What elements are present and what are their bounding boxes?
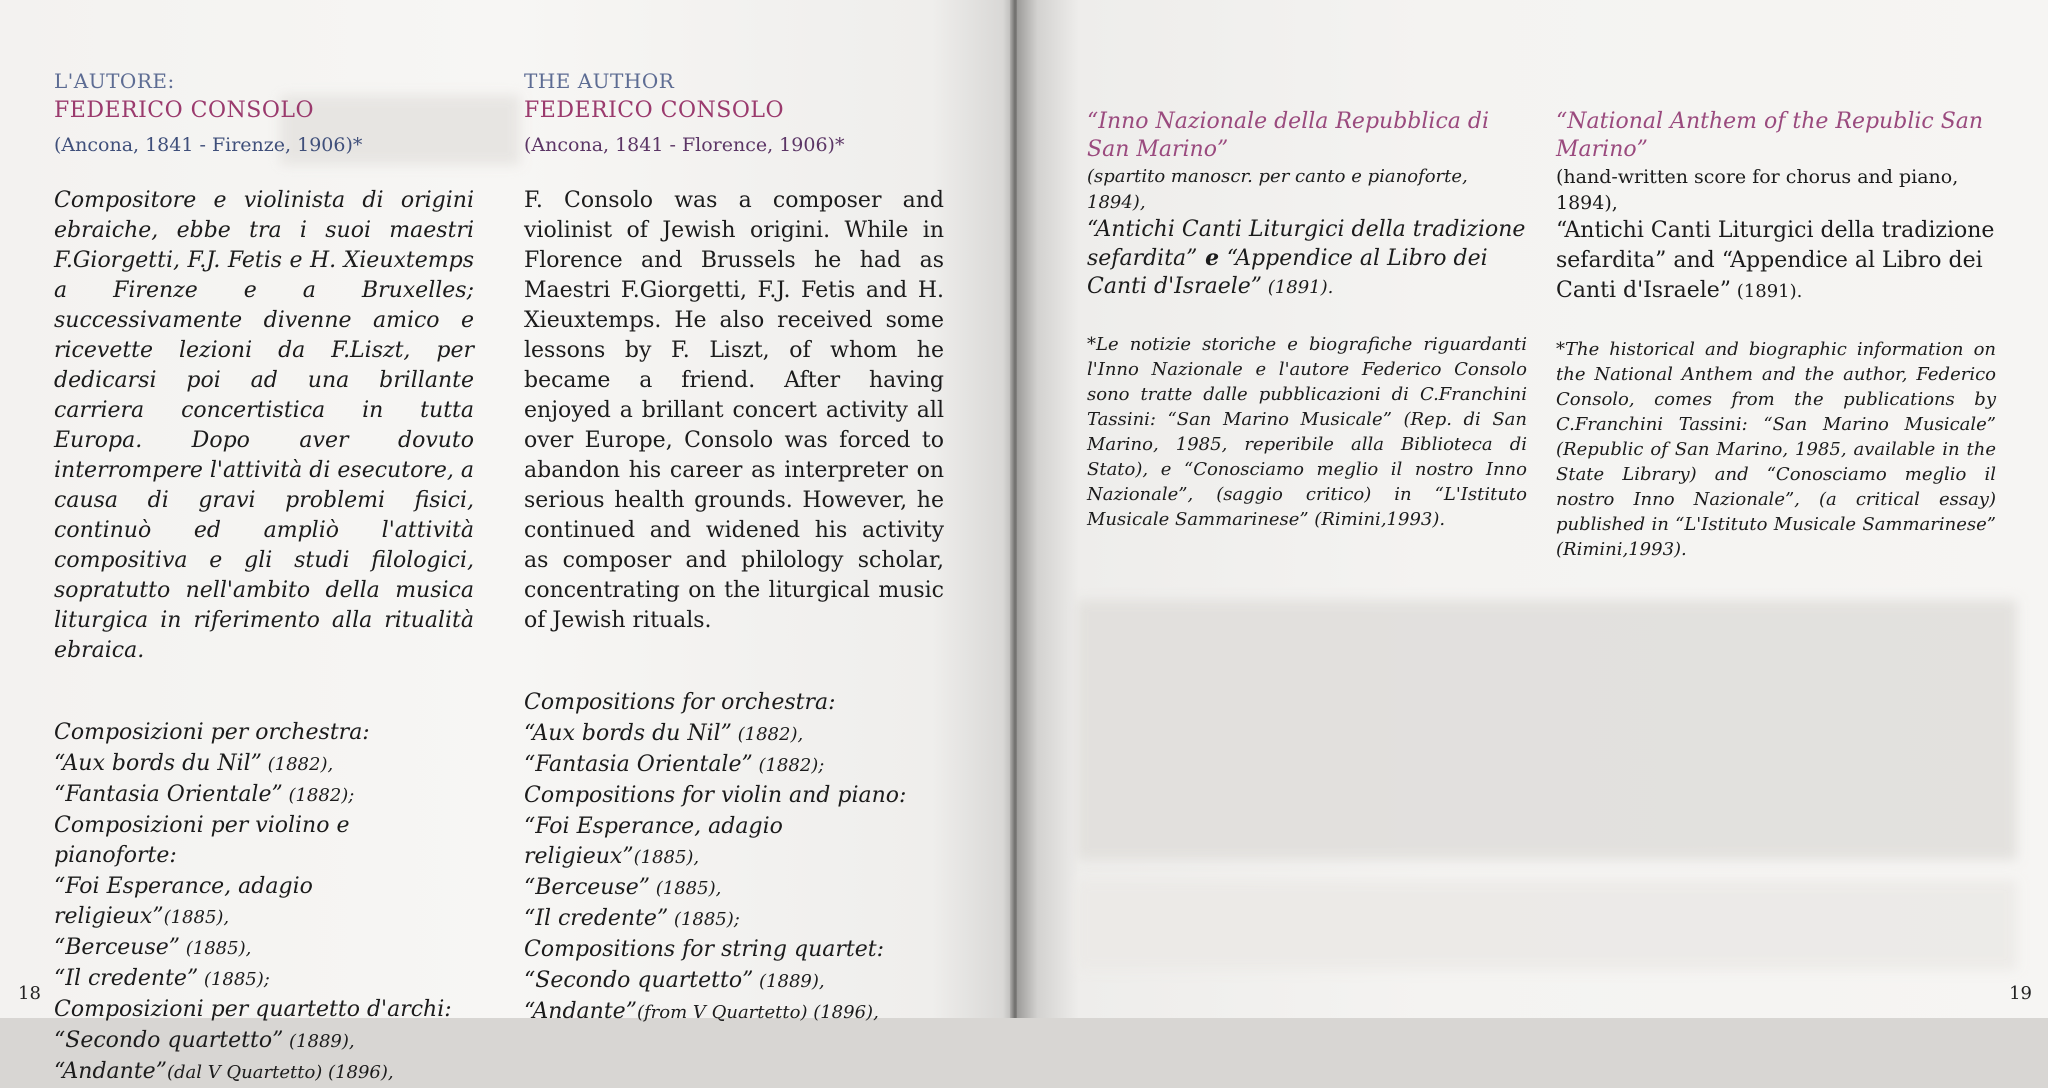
left-column-english <box>524 66 944 1028</box>
background-ghost-image <box>1077 880 2017 970</box>
works-list-item: “Andante”(dal V Quartetto) (1896), <box>54 1059 394 1084</box>
works-list-item: Composizioni per violino e pianoforte: <box>54 813 350 868</box>
anthem-title: “Inno Nazionale della Repubblica di San Marino” <box>1087 109 1489 162</box>
background-ghost-image <box>1077 600 2017 860</box>
footnote-italian: *Le notizie storiche e biografiche riguardanti l'Inno Nazionale e l'autore Federico Consolo sono tratte dalle pubblicazioni di C.Franchini Tassini: “San Marino Musicale” (Rep. di San Marino, 1985, reperibile alla Biblioteca di Stato), e “Conosciamo meglio il nostro Inno Nazionale”, (saggio critico) in “L'Istituto Musicale Sammarinese” (Rimini,1993). <box>1087 334 1527 530</box>
works-list-item: “Fantasia Orientale” (1882); <box>524 752 825 777</box>
page-number: 18 <box>18 983 41 1004</box>
anthem-title: “National Anthem of the Republic San Marino” <box>1556 109 1984 162</box>
works-list-item: “Berceuse” (1885), <box>54 935 252 960</box>
works-list-item: “Foi Esperance, adagio religieux”(1885), <box>524 814 783 869</box>
author-heading-label: L'AUTORE: <box>54 69 175 93</box>
works-list-item: “Aux bords du Nil” (1882), <box>54 751 334 776</box>
works-list-item: Compositions for string quartet: <box>524 937 884 962</box>
works-list-english <box>524 688 944 1028</box>
page-number: 19 <box>2009 983 2032 1004</box>
right-column-italian <box>1087 108 1527 532</box>
author-name: FEDERICO CONSOLO <box>524 98 785 123</box>
author-name: FEDERICO CONSOLO <box>54 98 315 123</box>
liturgical-songs: “Antichi Canti Liturgici della tradizione sefardita” and “Appendice al Libro dei Canti d'Israele” (1891). <box>1556 218 1995 303</box>
works-list-item: “Il credente” (1885); <box>524 906 740 931</box>
author-dates: (Ancona, 1841 - Florence, 1906)* <box>524 134 845 156</box>
works-list-item: “Secondo quartetto” (1889), <box>54 1028 355 1053</box>
works-list-item: “Fantasia Orientale” (1882); <box>54 782 355 807</box>
works-list-item: Compositions for orchestra: <box>524 690 836 715</box>
author-biography-italian: Compositore e violinista di origini ebraiche, ebbe tra i suoi maestri F.Giorgetti, F.J. Fetis e H. Xieuxtemps a Firenze e a Bruxelles; successivamente divenne amico e ricevette lezioni da F.Liszt, per dedicarsi poi ad una brillante carriera concertistica in tutta Europa. Dopo aver dovuto interrompere l'attività di esecutore, a causa di gravi problemi fisici, continuò ed ampliò l'attività compositiva e gli studi filologici, sopratutto nell'ambito della musica liturgica in riferimento alla ritualità ebraica. <box>54 188 474 663</box>
author-dates: (Ancona, 1841 - Firenze, 1906)* <box>54 134 363 156</box>
works-list-item: “Il credente” (1885); <box>54 966 270 991</box>
works-list-item: “Foi Esperance, adagio religieux”(1885), <box>54 874 313 929</box>
liturgical-songs: “Antichi Canti Liturgici della tradizione sefardita” e “Appendice al Libro dei Canti d'Israele” (1891). <box>1087 217 1526 299</box>
footnote-english: *The historical and biographic information on the National Anthem and the author, Federico Consolo, comes from the publications by C.Franchini Tassini: “San Marino Musicale” (Republic of San Marino, 1985, available in the State Library) and “Conosciamo meglio il nostro Inno Nazionale”, (a critical essay) published in “L'Istituto Musicale Sammarinese” (Rimini,1993). <box>1556 339 1996 560</box>
works-list-item: “Secondo quartetto” (1889), <box>524 968 825 993</box>
author-heading-label: THE AUTHOR <box>524 69 675 93</box>
works-list-item: Compositions for violin and piano: <box>524 783 907 808</box>
works-list-item: Composizioni per orchestra: <box>54 720 370 745</box>
left-column-italian <box>54 66 474 1088</box>
works-list-item: Composizioni per quartetto d'archi: <box>54 997 452 1022</box>
works-list-item: “Andante”(from V Quartetto) (1896), <box>524 999 879 1024</box>
score-note: (hand-written score for chorus and piano, 1894), <box>1556 166 1959 214</box>
left-page <box>0 0 1013 1084</box>
works-list-italian <box>54 718 474 1088</box>
author-biography-english: F. Consolo was a composer and violinist of Jewish origini. While in Florence and Brussels he had as Maestri F.Giorgetti, F.J. Fetis and H. Xieuxtemps. He also received some lessons by F. Liszt, of whom he became a friend. After having enjoyed a brillant concert activity all over Europe, Consolo was forced to abandon his career as interpreter on serious health grounds. However, he continued and widened his activity as composer and philology scholar, concentrating on the liturgical music of Jewish rituals. <box>524 188 944 633</box>
score-note: (spartito manoscr. per canto e pianoforte, 1894), <box>1087 166 1468 213</box>
right-page <box>1017 0 2048 1018</box>
works-list-item: “Berceuse” (1885), <box>524 875 722 900</box>
works-list-item: “Aux bords du Nil” (1882), <box>524 721 804 746</box>
right-column-english <box>1556 108 1996 562</box>
